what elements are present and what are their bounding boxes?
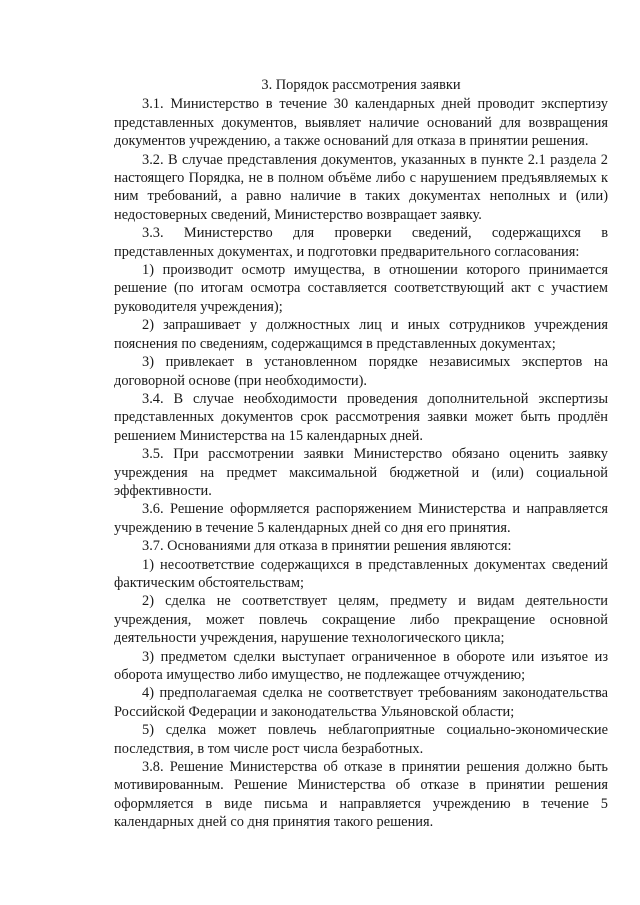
paragraph-3-3: 3.3. Министерство для проверки сведений, содержащихся в представленных документах, и подготовки предварительного согласования: [114,225,608,260]
paragraph-3-7: 3.7. Основаниями для отказа в принятии решения являются: [142,538,512,555]
paragraph-3-7-item-5: 5) сделка может повлечь неблагоприятные социально-экономические последствия, в том числе рост числа безработных. [114,722,608,757]
paragraph-3-3-item-1: 1) производит осмотр имущества, в отношении которого принимается решение (по итогам осмотра составляется соответствующий акт с участием руководителя учреждения); [114,262,608,315]
paragraph-3-3-item-3: 3) привлекает в установленном порядке независимых экспертов на договорной основе (при необходимости). [114,354,608,389]
paragraph-3-2: 3.2. В случае представления документов, указанных в пункте 2.1 раздела 2 настоящего Порядка, не в полном объёме либо с нарушением предъявляемых к ним требований, а равно наличие в таких документах неполных и (или) недостоверных сведений, Министерство возвращает заявку. [114,151,608,223]
paragraph-3-7-item-3: 3) предметом сделки выступает ограниченное в обороте или изъятое из оборота имущество либо имущество, не подлежащее отчуждению; [114,648,608,683]
document-body [114,76,608,832]
paragraph-3-6: 3.6. Решение оформляется распоряжением Министерства и направляется учреждению в течение 5 календарных дней со дня его принятия. [114,501,608,536]
paragraph-3-7-item-2: 2) сделка не соответствует целям, предмету и видам деятельности учреждения, может повлечь сокращение либо прекращение основной деятельности учреждения, нарушение технологического цикла; [114,593,608,647]
paragraph-3-4: 3.4. В случае необходимости проведения дополнительной экспертизы представленных документов срок рассмотрения заявки может быть продлён решением Министерства на 15 календарных дней. [114,390,608,444]
paragraph-3-8: 3.8. Решение Министерства об отказе в принятии решения должно быть мотивированным. Решение Министерства об отказе в принятии решения оформляется в виде письма и направляется учреждению в течение 5 календарных дней со дня принятия такого решения. [114,759,608,831]
paragraph-3-3-item-2: 2) запрашивает у должностных лиц и иных сотрудников учреждения пояснения по сведениям, содержащимся в представленных документах; [114,317,608,352]
paragraph-3-7-item-4: 4) предполагаемая сделка не соответствует требованиям законодательства Российской Федерации и законодательства Ульяновской области; [114,685,608,720]
paragraph-3-7-item-1: 1) несоответствие содержащихся в представленных документах сведений фактическим обстоятельствам; [114,556,608,591]
paragraph-3-5: 3.5. При рассмотрении заявки Министерство обязано оценить заявку учреждения на предмет максимальной бюджетной и (или) социальной эффективности. [114,446,608,499]
section-heading: 3. Порядок рассмотрения заявки [261,77,461,93]
paragraph-3-1: 3.1. Министерство в течение 30 календарных дней проводит экспертизу представленных документов, выявляет наличие оснований для возвращения документов учреждению, а также оснований для отказа в принятии решения. [114,96,608,150]
